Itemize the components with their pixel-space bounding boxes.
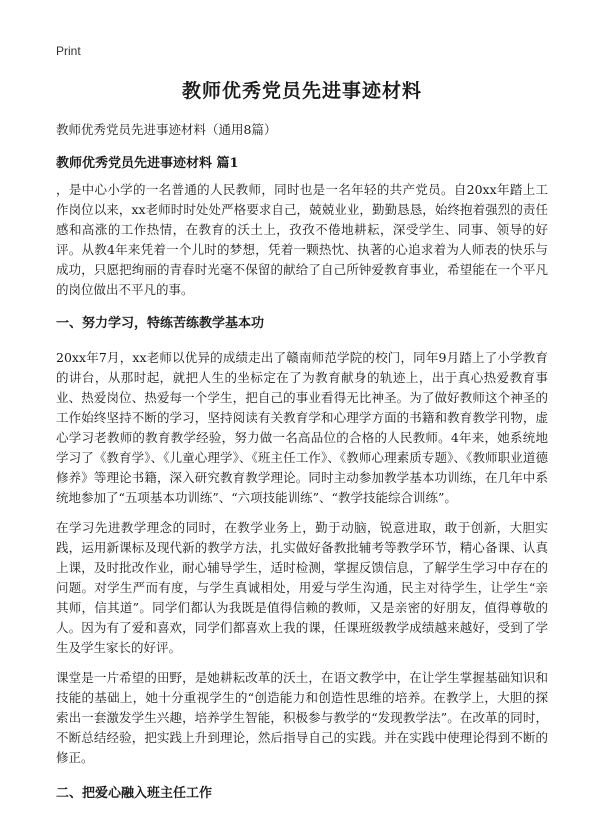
section-1-paragraph-1: 20xx年7月，xx老师以优异的成绩走出了赣南师范学院的校门，同年9月踏上了小学教育的讲台，从那时起，就把人生的坐标定在了为教育献身的轨迹上，出于真心热爱教育事业、热爱岗位、热爱每一个学生，把自己的事业看得无比神圣。为了做好教师这个神圣的工作始终坚持不断的学习，坚持阅读有关教育学和心理学方面的书籍和教育教学刊物，虚心学习老教师的教育教学经验，努力做一名高品位的合格的人民教师。4年来，她系统地学习了《教育学》、《儿童心理学》、《班主任工作》、《教师心理素质专题》、《教师职业道德修养》等理论书籍，深入研究教育教学理论。同时主动参加教学基本功训练，在几年中系统地参加了“五项基本功训练”、“六项技能训练”、“教学技能综合训练”。	[56, 350, 548, 505]
intro-paragraph: ，是中心小学的一名普通的人民教师，同时也是一名年轻的共产党员。自20xx年踏上工作岗位以来，xx老师时时处处严格要求自己，兢兢业业，勤勤恳恳，始终抱着强烈的责任感和高涨的工作热情，在教育的沃土上，孜孜不倦地耕耘，深受学生、同事、领导的好评。从教4年来凭着一个儿时的梦想，凭着一颗热忱、执著的心追求着为人师表的快乐与成功，只愿把绚丽的青春时光毫不保留的献给了自己所钟爱教育事业，希望能在一个平凡的岗位做出不平凡的事。	[56, 182, 548, 297]
document	[56, 76, 548, 804]
section-2-heading: 二、把爱心融入班主任工作	[56, 786, 213, 801]
section-1-heading: 一、努力学习，特练苦练教学基本功	[56, 316, 265, 331]
document-title: 教师优秀党员先进事迹材料	[181, 80, 422, 102]
print-link[interactable]: Print	[56, 44, 81, 58]
document-subtitle: 教师优秀党员先进事迹材料（通用8篇）	[56, 122, 277, 137]
section-1-paragraph-2: 在学习先进教学理念的同时，在教学业务上，勤于动脑，锐意进取，敢于创新，大胆实践，运用新课标及现代新的教学方法，扎实做好备教批辅考等教学环节，精心备课、认真上课，及时批改作业，耐心辅导学生，适时检测，掌握反馈信息，了解学生学习中存在的问题。对学生严而有度，与学生真诚相处，用爱与学生沟通，民主对待学生，让学生“亲其师，信其道”。同学们都认为我既是值得信赖的教师，又是亲密的好朋友，值得尊敬的人。因为有了爱和喜欢，同学们都喜欢上我的课，任课班级教学成绩越来越好，受到了学生及学生家长的好评。	[56, 520, 548, 655]
section-1-paragraph-3: 课堂是一片希望的田野，是她耕耘改革的沃土，在语文教学中，在让学生掌握基础知识和技能的基础上，她十分重视学生的“创造能力和创造性思维的培养。在教学上，大胆的探索出一套激发学生兴趣，培养学生智能，积极参与教学的“发现教学法”。在改革的同时，不断总结经验，把实践上升到理论，然后指导自己的实践。并在实践中使理论得到不断的修正。	[56, 670, 548, 765]
article-heading: 教师优秀党员先进事迹材料 篇1	[56, 156, 239, 171]
